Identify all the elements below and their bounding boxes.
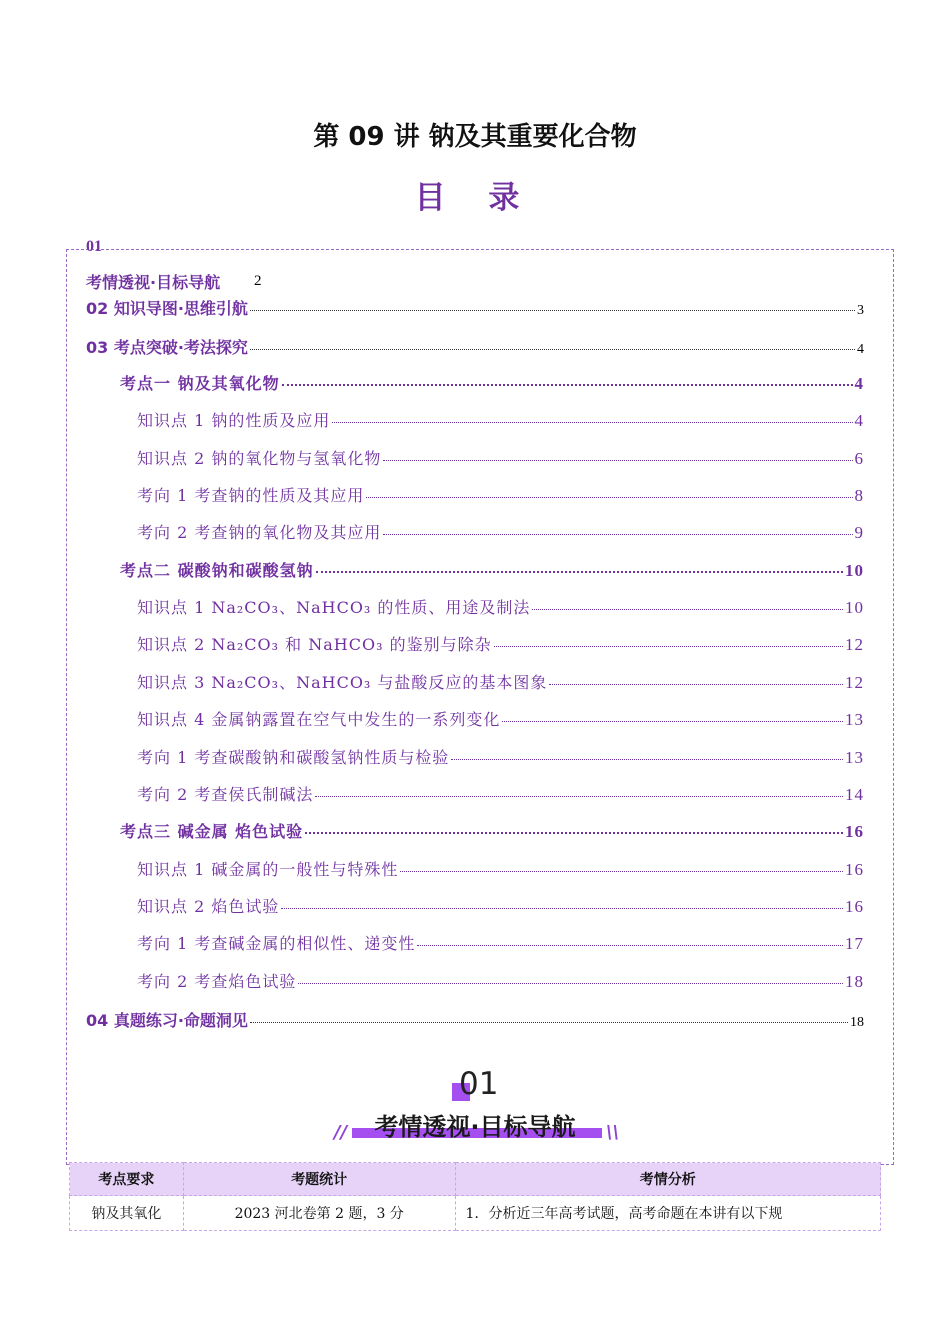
- toc-leader-dots: [502, 721, 843, 722]
- toc-entry[interactable]: [137, 632, 864, 655]
- toc-entry[interactable]: [120, 371, 864, 394]
- toc-entry[interactable]: [120, 819, 864, 842]
- table-header: 考情分析: [455, 1163, 880, 1196]
- toc-entry[interactable]: [137, 408, 864, 431]
- toc-entry-label: 考向 1 考查钠的性质及其应用: [137, 486, 365, 506]
- toc-leader-dots: [282, 384, 853, 386]
- toc-entry-page: 16: [845, 822, 864, 842]
- toc-entry-page: 10: [845, 598, 864, 618]
- toc-entry-page: 4: [857, 342, 864, 357]
- toc-entry-label: 考向 2 考查焰色试验: [137, 971, 297, 991]
- toc-leader-dots: [316, 571, 843, 573]
- analysis-table: [69, 1162, 881, 1231]
- toc-entry-page: 3: [857, 303, 864, 318]
- toc-entry-page: 9: [854, 523, 864, 543]
- toc-entry-page: 8: [854, 486, 864, 506]
- toc-entry-label: 考向 2 考查钠的氧化物及其应用: [137, 523, 382, 543]
- toc-leader-dots: [400, 871, 843, 872]
- toc-entry-label: 知识点 1 Na₂CO₃、NaHCO₃ 的性质、用途及制法: [137, 598, 531, 618]
- toc-leader-dots: [451, 759, 843, 760]
- toc-entry-page: 16: [845, 896, 864, 916]
- toc-entry[interactable]: [137, 595, 864, 618]
- toc-entry-label: 知识点 1 钠的性质及应用: [137, 411, 331, 431]
- banner-title: 考情透视·目标导航: [374, 1113, 576, 1141]
- toc-leader-dots: [298, 983, 843, 984]
- toc-entry[interactable]: [137, 969, 864, 992]
- toc-entry-page: 13: [845, 747, 864, 767]
- toc-leader-dots: [383, 534, 852, 535]
- document-title: 第 09 讲 钠及其重要化合物: [313, 122, 637, 152]
- toc-entry-label: 知识点 2 钠的氧化物与氢氧化物: [137, 448, 382, 468]
- toc-entry-page: 12: [845, 635, 864, 655]
- toc-entry-page: 13: [845, 710, 864, 730]
- table-row: [70, 1196, 881, 1231]
- toc-entry-label: 考向 1 考查碳酸钠和碳酸氢钠性质与检验: [137, 747, 450, 767]
- toc-leader-dots: [532, 609, 843, 610]
- toc-entry[interactable]: [137, 670, 864, 693]
- toc-entry-label: 知识点 2 焰色试验: [137, 896, 280, 916]
- toc-leader-dots: [332, 422, 852, 423]
- toc-section-01-title[interactable]: 考情透视·目标导航: [86, 273, 221, 292]
- toc-entry-label: 知识点 4 金属钠露置在空气中发生的一系列变化: [137, 710, 501, 730]
- toc-leader-dots: [305, 832, 843, 834]
- toc-leader-dots: [250, 310, 855, 311]
- toc-entry[interactable]: [137, 857, 864, 880]
- banner-slash-right: \\: [606, 1122, 620, 1143]
- toc-entry-page: 4: [854, 411, 864, 431]
- toc-entry-page: 17: [845, 934, 864, 954]
- toc-leader-dots: [281, 908, 843, 909]
- toc-entry-page: 12: [845, 672, 864, 692]
- toc-leader-dots: [315, 796, 843, 797]
- toc-entry[interactable]: [137, 782, 864, 805]
- toc-entry-page: 16: [845, 859, 864, 879]
- table-header: 考题统计: [183, 1163, 455, 1196]
- toc-leader-dots: [366, 497, 852, 498]
- table-cell: 2023 河北卷第 2 题，3 分: [183, 1196, 455, 1231]
- toc-entry[interactable]: [137, 894, 864, 917]
- toc-entry-label: 考向 1 考查碱金属的相似性、递变性: [137, 934, 416, 954]
- toc-entry-label: 考点三 碱金属 焰色试验: [120, 822, 304, 842]
- toc-entry-label: 03 考点突破·考法探究: [86, 338, 248, 357]
- toc-entry[interactable]: [137, 483, 864, 506]
- toc-entry-page: 18: [850, 1015, 864, 1030]
- table-cell: 1．分析近三年高考试题，高考命题在本讲有以下规: [455, 1196, 880, 1231]
- toc-entry[interactable]: [137, 520, 864, 543]
- toc-entry[interactable]: [137, 446, 864, 469]
- toc-entry[interactable]: [86, 1008, 864, 1031]
- toc-entry-page: 14: [845, 784, 864, 804]
- toc-entry-label: 知识点 2 Na₂CO₃ 和 NaHCO₃ 的鉴别与除杂: [137, 635, 492, 655]
- toc-entry[interactable]: [137, 931, 864, 954]
- toc-heading: 目 录: [414, 180, 536, 216]
- toc-leader-dots: [417, 945, 843, 946]
- toc-leader-dots: [250, 1022, 848, 1023]
- banner-slash-left: //: [334, 1122, 348, 1143]
- toc-entry-page: 10: [845, 560, 864, 580]
- toc-entry[interactable]: [137, 745, 864, 768]
- toc-entry-label: 考点一 钠及其氧化物: [120, 374, 280, 393]
- toc-entry[interactable]: [86, 296, 864, 319]
- table-cell: 钠及其氧化: [70, 1196, 184, 1231]
- toc-entry-label: 知识点 3 Na₂CO₃、NaHCO₃ 与盐酸反应的基本图象: [137, 672, 548, 692]
- banner-number: 01: [459, 1066, 499, 1102]
- toc-entry-label: 02 知识导图·思维引航: [86, 299, 248, 318]
- toc-section-01-number: 01: [86, 238, 102, 255]
- toc-entry[interactable]: [137, 707, 864, 730]
- toc-entry[interactable]: [86, 335, 864, 358]
- toc-entry-label: 考向 2 考查侯氏制碱法: [137, 784, 314, 804]
- toc-entry-page: 6: [854, 448, 864, 468]
- toc-entry-page: 4: [854, 374, 864, 393]
- toc-section-01-page: 2: [254, 273, 262, 289]
- toc-entry-page: 18: [845, 971, 864, 991]
- toc-leader-dots: [494, 646, 843, 647]
- toc-entry-label: 考点二 碳酸钠和碳酸氢钠: [120, 560, 314, 580]
- toc-leader-dots: [549, 684, 843, 685]
- toc-entry-label: 04 真题练习·命题洞见: [86, 1011, 248, 1030]
- table-header: 考点要求: [70, 1163, 184, 1196]
- table-header-row: [70, 1163, 881, 1196]
- toc-entry[interactable]: [120, 558, 864, 581]
- toc-leader-dots: [250, 349, 855, 350]
- toc-leader-dots: [383, 460, 852, 461]
- toc-entry-label: 知识点 1 碱金属的一般性与特殊性: [137, 859, 399, 879]
